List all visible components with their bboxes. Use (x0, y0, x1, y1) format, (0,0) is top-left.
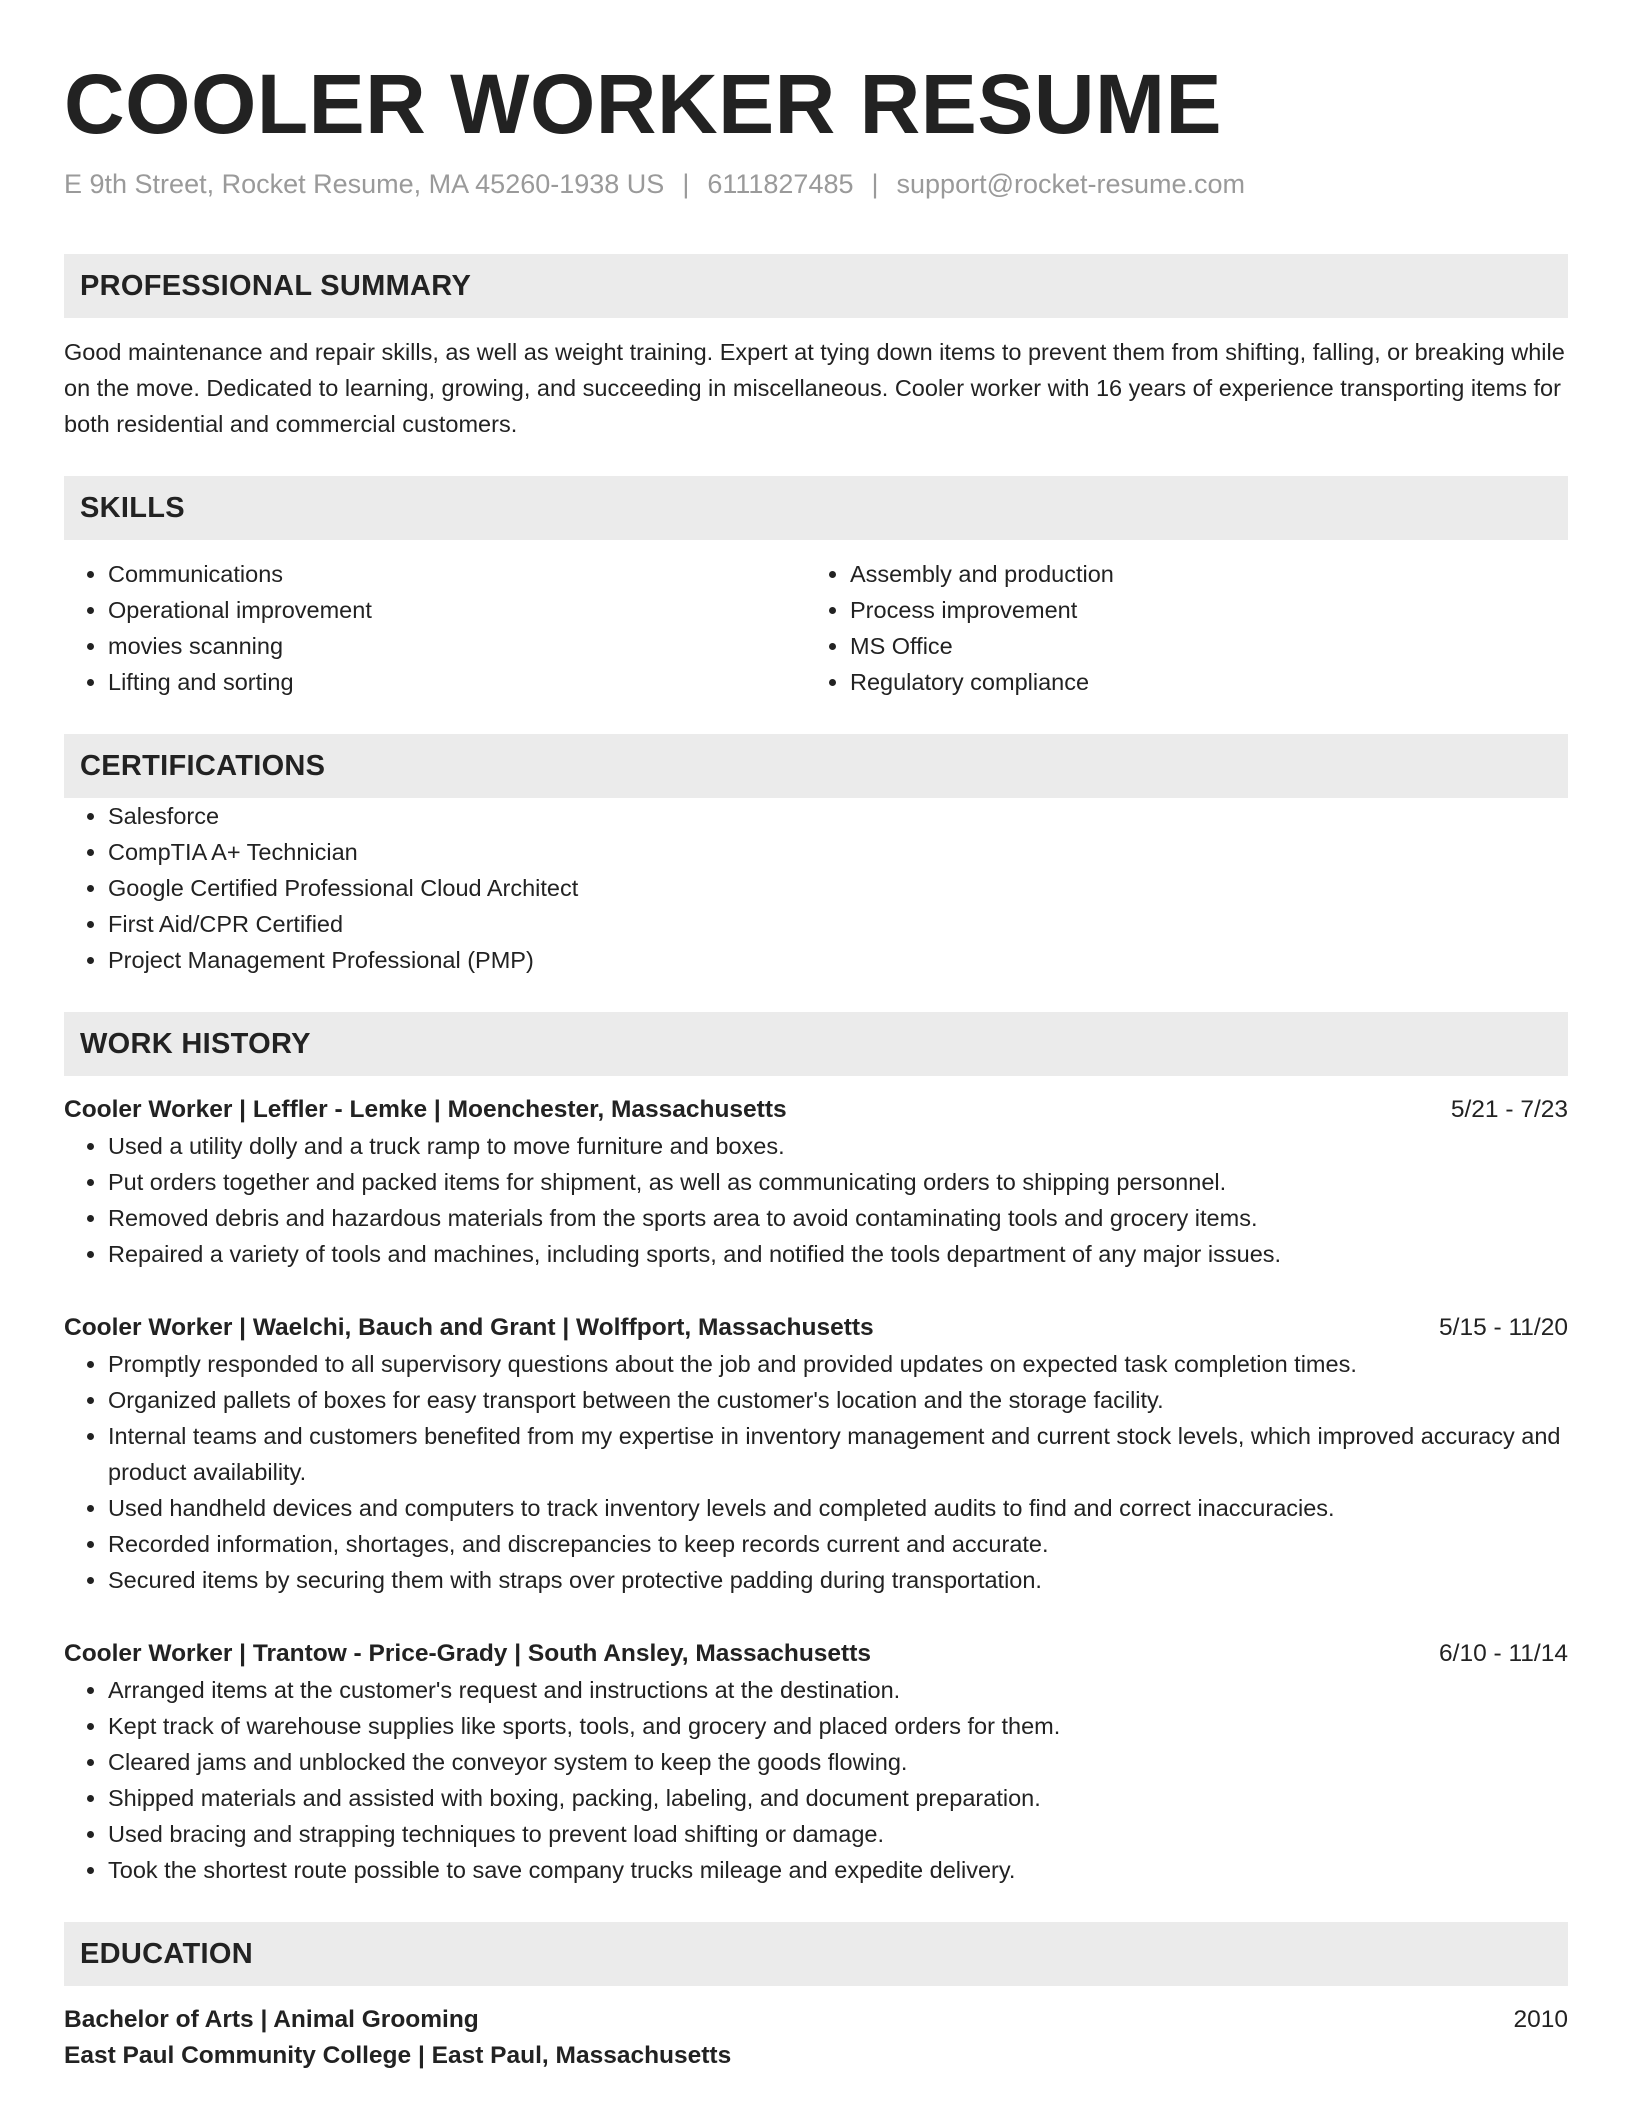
skills-list (64, 556, 1568, 700)
certification-item: • Project Management Professional (PMP) (108, 942, 1568, 978)
job-header (64, 1310, 1568, 1346)
job-bullet: • Arranged items at the customer's request and instructions at the destination. (108, 1672, 1568, 1708)
job-bullet: • Used handheld devices and computers to track inventory levels and completed audits to find and correct inaccuracies. (108, 1490, 1568, 1526)
job-title: Cooler Worker | Waelchi, Bauch and Grant | Wolffport, Massachusetts (64, 1314, 874, 1341)
job-bullets (64, 1346, 1568, 1598)
job-bullet: • Internal teams and customers benefited from my expertise in inventory management and current stock levels, which improved accuracy and product availability. (108, 1418, 1568, 1490)
job-header (64, 1092, 1568, 1128)
job-bullet: • Repaired a variety of tools and machines, including sports, and notified the tools department of any major issues. (108, 1236, 1568, 1272)
skill-item: • Assembly and production (850, 556, 1548, 592)
job-bullet: • Organized pallets of boxes for easy transport between the customer's location and the storage facility. (108, 1382, 1568, 1418)
job-bullet: • Removed debris and hazardous materials from the sports area to avoid contaminating tools and grocery items. (108, 1200, 1568, 1236)
certification-item: • CompTIA A+ Technician (108, 834, 1568, 870)
skill-item: • Regulatory compliance (850, 664, 1548, 700)
summary-text: Good maintenance and repair skills, as well as weight training. Expert at tying down items to prevent them from shifting, falling, or breaking while on the move. Dedicated to learning, growing, and succeeding in miscellaneous. Cooler worker with 16 years of experience transporting items for both residential and commercial customers. (64, 339, 1565, 437)
skill-item: • Communications (108, 556, 806, 592)
job-bullet: • Cleared jams and unblocked the conveyor system to keep the goods flowing. (108, 1744, 1568, 1780)
contact-email: support@rocket-resume.com (896, 169, 1246, 199)
job-bullet: • Used bracing and strapping techniques to prevent load shifting or damage. (108, 1816, 1568, 1852)
job-bullet: • Used a utility dolly and a truck ramp to move furniture and boxes. (108, 1128, 1568, 1164)
skills-heading: SKILLS (64, 476, 1568, 540)
job-entry (64, 1310, 1568, 1598)
skills-column-right (806, 556, 1548, 700)
resume-title: COOLER WORKER RESUME (64, 57, 1223, 151)
job-bullet: • Recorded information, shortages, and discrepancies to keep records current and accurate. (108, 1526, 1568, 1562)
resume-page (64, 56, 1568, 2074)
education-heading: EDUCATION (64, 1922, 1568, 1986)
job-dates: 5/21 - 7/23 (1450, 1096, 1568, 1123)
certification-item: • Google Certified Professional Cloud Architect (108, 870, 1568, 906)
certification-item: • Salesforce (108, 798, 1568, 834)
contact-address: E 9th Street, Rocket Resume, MA 45260-1938 US (64, 169, 665, 199)
contact-line (64, 166, 1568, 202)
work-history-heading: WORK HISTORY (64, 1012, 1568, 1076)
skill-item: • Process improvement (850, 592, 1548, 628)
certifications-list (64, 798, 1568, 978)
job-dates: 5/15 - 11/20 (1439, 1314, 1568, 1341)
skill-item: • MS Office (850, 628, 1548, 664)
certification-item: • First Aid/CPR Certified (108, 906, 1568, 942)
job-title: Cooler Worker | Leffler - Lemke | Moenchester, Massachusetts (64, 1096, 787, 1123)
certifications-heading: CERTIFICATIONS (64, 734, 1568, 798)
job-bullets (64, 1672, 1568, 1888)
skill-item: • Lifting and sorting (108, 664, 806, 700)
job-bullet: • Secured items by securing them with straps over protective padding during transportation. (108, 1562, 1568, 1598)
job-bullet: • Promptly responded to all supervisory questions about the job and provided updates on expected task completion times. (108, 1346, 1568, 1382)
education-year: 2010 (1513, 2006, 1568, 2033)
job-title: Cooler Worker | Trantow - Price-Grady | South Ansley, Massachusetts (64, 1640, 871, 1667)
job-bullets (64, 1128, 1568, 1272)
skills-column-left (64, 556, 806, 700)
contact-separator: | (871, 169, 879, 199)
summary-heading: PROFESSIONAL SUMMARY (64, 254, 1568, 318)
job-bullet: • Kept track of warehouse supplies like sports, tools, and grocery and placed orders for them. (108, 1708, 1568, 1744)
contact-phone: 6111827485 (707, 169, 854, 199)
skill-item: • Operational improvement (108, 592, 806, 628)
education-school: East Paul Community College | East Paul, Massachusetts (64, 2042, 732, 2069)
job-dates: 6/10 - 11/14 (1439, 1640, 1568, 1667)
job-header (64, 1636, 1568, 1672)
job-bullet: • Shipped materials and assisted with boxing, packing, labeling, and document preparation. (108, 1780, 1568, 1816)
skill-item: • movies scanning (108, 628, 806, 664)
education-header (64, 2002, 1568, 2038)
job-bullet: • Put orders together and packed items for shipment, as well as communicating orders to shipping personnel. (108, 1164, 1568, 1200)
job-entry (64, 1636, 1568, 1888)
job-bullet: • Took the shortest route possible to save company trucks mileage and expedite delivery. (108, 1852, 1568, 1888)
education-degree: Bachelor of Arts | Animal Grooming (64, 2006, 479, 2033)
contact-separator: | (682, 169, 690, 199)
job-entry (64, 1092, 1568, 1272)
